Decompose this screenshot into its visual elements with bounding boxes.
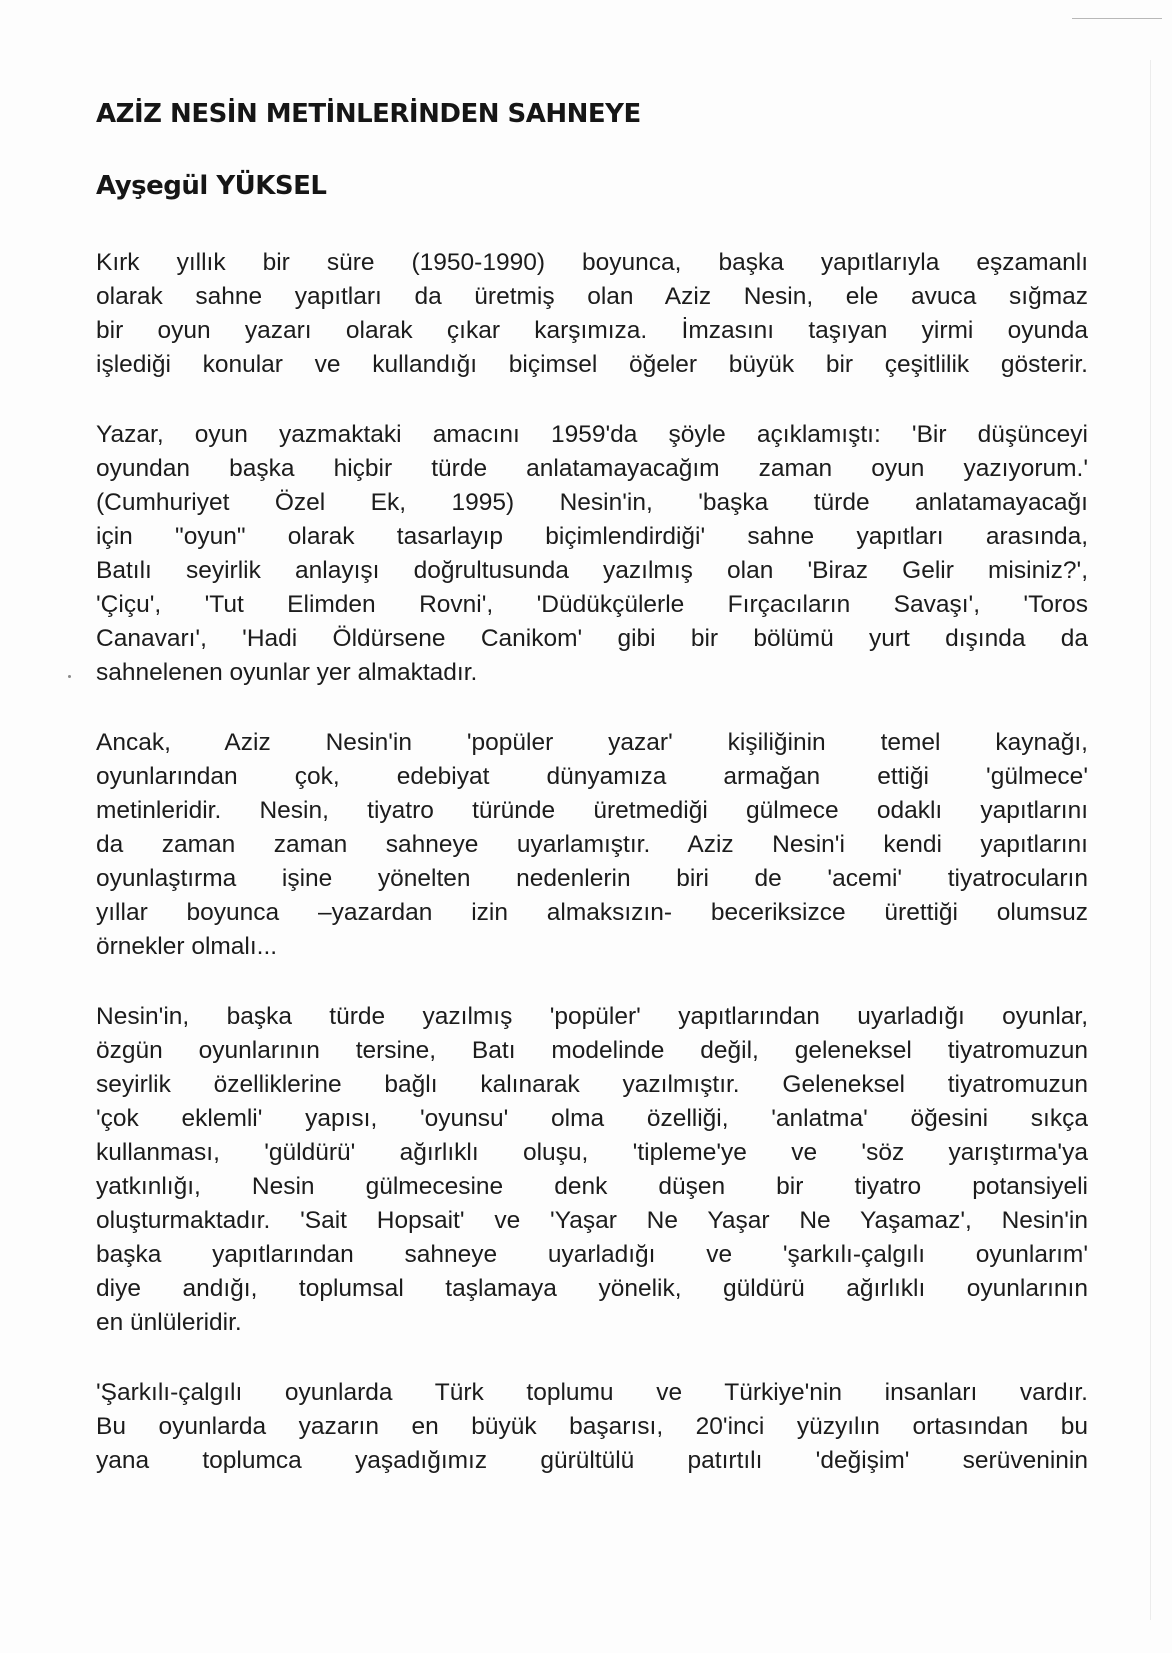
text-line: sahnelenen oyunlar yer almaktadır.	[96, 659, 478, 686]
article	[96, 98, 1088, 1514]
text-line: Batılı seyirlik anlayışı doğrultusunda yazılmış olan 'Biraz Gelir misiniz?',	[96, 557, 1088, 584]
text-line: metinleridir. Nesin, tiyatro türünde üretmediği gülmece odaklı yapıtlarını	[96, 797, 1088, 824]
text-line: oyundan başka hiçbir türde anlatamayacağım zaman oyun yazıyorum.'	[96, 455, 1088, 482]
paragraph-1	[96, 246, 1088, 382]
text-line: Nesin'in, başka türde yazılmış 'popüler' yapıtlarından uyarladığı oyunlar,	[96, 1003, 1088, 1030]
text-line: diye andığı, toplumsal taşlamaya yönelik, güldürü ağırlıklı oyunlarının	[96, 1275, 1088, 1302]
page-edge-line	[1150, 60, 1151, 1620]
article-author: Ayşegül YÜKSEL	[96, 171, 327, 201]
paragraph-5	[96, 1376, 1088, 1478]
text-line: oluşturmaktadır. 'Sait Hopsait' ve 'Yaşar Ne Yaşar Ne Yaşamaz', Nesin'in	[96, 1207, 1088, 1234]
text-line: Canavarı', 'Hadi Öldürsene Canikom' gibi bir bölümü yurt dışında da	[96, 625, 1088, 652]
text-line: Ancak, Aziz Nesin'in 'popüler yazar' kişiliğinin temel kaynağı,	[96, 729, 1088, 756]
text-line: 'Şarkılı-çalgılı oyunlarda Türk toplumu ve Türkiye'nin insanları vardır.	[96, 1379, 1088, 1406]
text-line: Bu oyunlarda yazarın en büyük başarısı, 20'inci yüzyılın ortasından bu	[96, 1413, 1088, 1440]
text-line: Yazar, oyun yazmaktaki amacını 1959'da şöyle açıklamıştı: 'Bir düşünceyi	[96, 421, 1088, 448]
text-line: bir oyun yazarı olarak çıkar karşımıza. İmzasını taşıyan yirmi oyunda	[96, 317, 1088, 344]
text-line: oyunlaştırma işine yönelten nedenlerin biri de 'acemi' tiyatrocuların	[96, 865, 1088, 892]
text-line: en ünlüleridir.	[96, 1309, 242, 1336]
text-line: oyunlarından çok, edebiyat dünyamıza armağan ettiği 'gülmece'	[96, 763, 1088, 790]
corner-rule	[1072, 18, 1162, 19]
text-line: yıllar boyunca –yazardan izin almaksızın- beceriksizce ürettiği olumsuz	[96, 899, 1088, 926]
text-line: başka yapıtlarından sahneye uyarladığı ve 'şarkılı-çalgılı oyunlarım'	[96, 1241, 1088, 1268]
text-line: 'Çiçu', 'Tut Elimden Rovni', 'Düdükçülerle Fırçacıların Savaşı', 'Toros	[96, 591, 1088, 618]
text-line: (Cumhuriyet Özel Ek, 1995) Nesin'in, 'başka türde anlatamayacağı	[96, 489, 1088, 516]
text-line: için "oyun" olarak tasarlayıp biçimlendirdiği' sahne yapıtları arasında,	[96, 523, 1088, 550]
paragraph-3	[96, 726, 1088, 964]
paragraph-4	[96, 1000, 1088, 1340]
text-line: yana toplumca yaşadığımız gürültülü patırtılı 'değişim' serüveninin	[96, 1447, 1088, 1474]
text-line: Kırk yıllık bir süre (1950-1990) boyunca, başka yapıtlarıyla eşzamanlı	[96, 249, 1088, 276]
text-line: örnekler olmalı...	[96, 933, 278, 960]
text-line: seyirlik özelliklerine bağlı kalınarak yazılmıştır. Geleneksel tiyatromuzun	[96, 1071, 1088, 1098]
text-line: özgün oyunlarının tersine, Batı modelinde değil, geleneksel tiyatromuzun	[96, 1037, 1088, 1064]
article-title: AZİZ NESİN METİNLERİNDEN SAHNEYE	[96, 99, 641, 129]
text-line: olarak sahne yapıtları da üretmiş olan Aziz Nesin, ele avuca sığmaz	[96, 283, 1088, 310]
text-line: 'çok eklemli' yapısı, 'oyunsu' olma özelliği, 'anlatma' öğesini sıkça	[96, 1105, 1088, 1132]
paragraph-2	[96, 418, 1088, 690]
text-line: yatkınlığı, Nesin gülmecesine denk düşen bir tiyatro potansiyeli	[96, 1173, 1088, 1200]
scan-speck	[68, 675, 71, 678]
text-line: işlediği konular ve kullandığı biçimsel öğeler büyük bir çeşitlilik gösterir.	[96, 351, 1088, 378]
text-line: kullanması, 'güldürü' ağırlıklı oluşu, 'tipleme'ye ve 'söz yarıştırma'ya	[96, 1139, 1088, 1166]
article-body	[96, 246, 1088, 1478]
text-line: da zaman zaman sahneye uyarlamıştır. Aziz Nesin'i kendi yapıtlarını	[96, 831, 1088, 858]
